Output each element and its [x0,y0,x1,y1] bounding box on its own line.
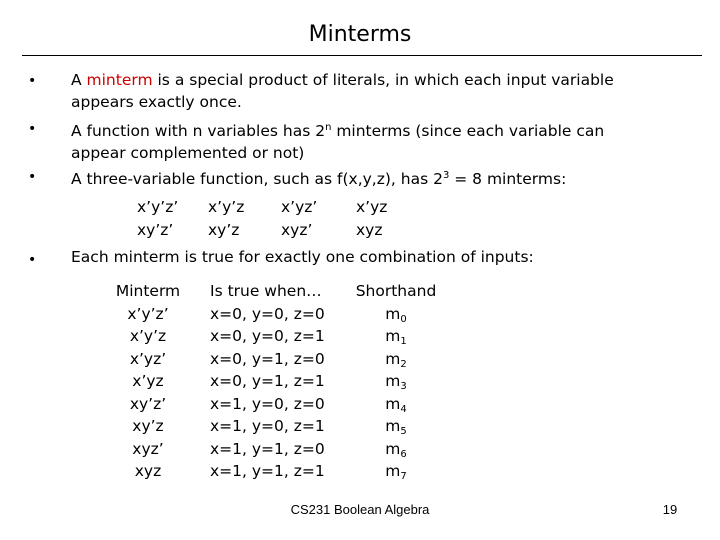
bullet-dot: • [28,169,37,185]
minterm-cell: x’yz [356,198,388,216]
bullet-dot: • [28,252,37,268]
minterm-cell: xy’z’ [137,220,174,239]
table-cell: $m_0$ [385,304,407,325]
table-cell: x=0, y=1, z=0 [210,349,325,368]
page-number: 19 [662,502,678,517]
bullet-dot: • [28,73,37,89]
bullet-three-variable: A three-variable function, such as f(x,y,z), has $2^3 = 8$ minterms: [71,170,567,188]
table-cell: $m_6$ [385,439,407,460]
minterm-grid [0,196,720,242]
table-header: Is true when… [210,282,322,300]
minterm-column [108,280,188,483]
table-cell: x=1, y=0, z=1 [210,417,325,435]
table-cell: $m_1$ [385,327,407,347]
table-header: Minterm [115,282,181,300]
title-divider [22,55,702,56]
bullet-one-combination: Each minterm is true for exactly one combination of inputs: [71,248,534,266]
table-header: Shorthand [355,282,437,300]
table-cell: $m_2$ [385,349,407,370]
shorthand-column [348,280,444,483]
table-cell: x=1, y=1, z=0 [210,439,325,458]
table-cell: $m_5$ [385,417,407,437]
table-cell: $m_4$ [385,394,407,415]
table-cell: x’yz [132,372,164,390]
minterm-table [0,280,720,480]
table-cell: x’y’z’ [127,304,169,323]
bullet-minterm-definition: A minterm is a special product of literals, in which each input variable appears exactly once. [71,71,614,111]
table-cell: $m_7$ [385,462,407,482]
minterm-cell: xyz [356,220,383,239]
condition-column [210,280,345,483]
bullet-minterm-count: A function with n variables has 2$^n$ minterms (since each variable can appear complemented or not) [71,122,605,162]
table-cell: x’y’z [129,327,167,345]
table-cell: xyz’ [132,439,164,458]
slide-footer: CS231 Boolean Algebra [290,502,430,517]
table-cell: xyz [134,462,162,480]
minterm-cell: xy’z [208,220,240,239]
table-cell: x=1, y=1, z=1 [210,462,325,480]
minterm-cell: x’yz’ [281,198,318,216]
table-cell: $m_3$ [385,372,407,392]
minterm-cell: x’y’z’ [137,198,179,216]
table-cell: xy’z [132,417,164,435]
table-cell: x=1, y=0, z=0 [210,394,325,413]
minterm-cell: x’y’z [208,198,245,216]
table-cell: x’yz’ [129,349,167,368]
table-cell: x=0, y=0, z=0 [210,304,325,323]
slide-title: Minterms [308,22,412,47]
bullet-dot: • [28,121,37,137]
table-cell: x=0, y=0, z=1 [210,327,325,345]
table-cell: xy’z’ [129,394,167,413]
minterm-highlight: minterm [86,71,153,89]
table-cell: x=0, y=1, z=1 [210,372,325,390]
minterm-cell: xyz’ [281,220,313,239]
